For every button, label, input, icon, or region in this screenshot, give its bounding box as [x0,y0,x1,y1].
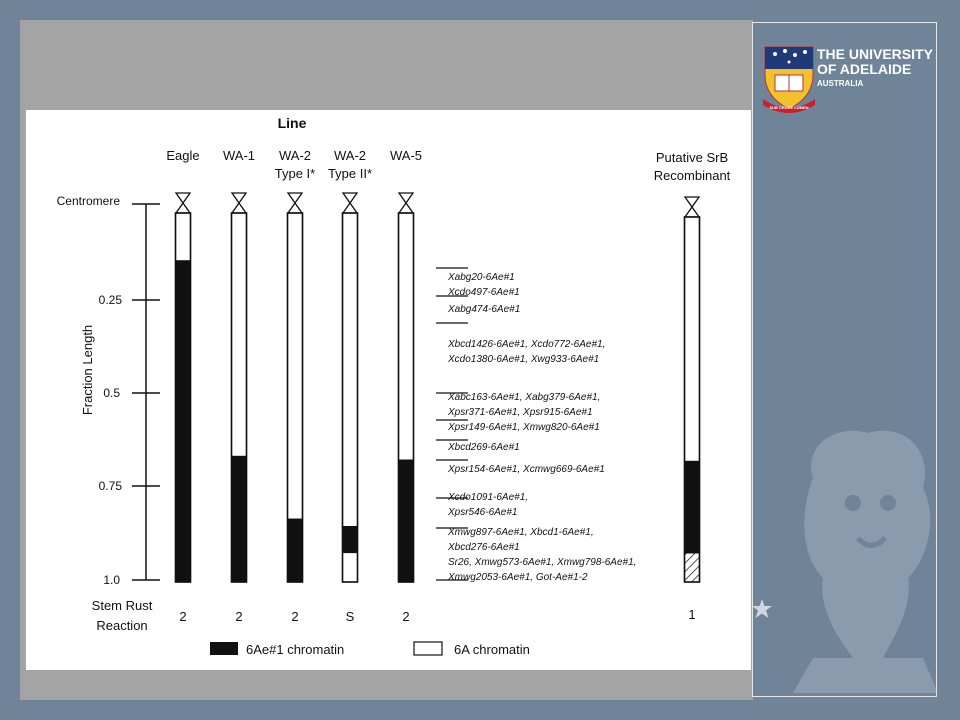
marker-label-line2: Xcdo1380-6Ae#1, Xwg933-6Ae#1 [448,354,600,365]
tick-label-1-0: 1.0 [103,573,120,587]
marker-label: Xabg20-6Ae#1 [448,272,515,283]
marker-entry [436,440,520,453]
marker-label-line2: Xcdo497-6Ae#1 [448,287,520,298]
tick-label-0-75: 0.75 [98,479,122,493]
chromosome-3 [328,148,372,624]
centromere-icon [232,193,246,213]
chromosome-4 [390,148,422,624]
y-axis-label: Fraction Length [80,324,95,416]
segment-6Ae1 [176,261,191,582]
chromosome-0 [166,148,199,624]
segment-6Ae1 [288,519,303,582]
marker-entry [436,492,528,518]
segment-6A [685,217,700,462]
marker-label: Xabg474-6Ae#1 [448,304,521,315]
marker-label: Xpsr154-6Ae#1, Xcmwg669-6Ae#1 [448,464,605,475]
diagram-title: Line [277,115,307,131]
university-country: AUSTRALIA [817,79,864,88]
university-name-line1: THE UNIVERSITY [817,46,933,62]
tick-label-0-5: 0.5 [103,386,120,400]
segment-6Ae1 [343,527,358,553]
marker-entry [436,527,594,553]
marker-label-line2: Xmwg2053-6Ae#1, Got-Ae#1-2 [448,572,588,583]
marker-label: Xbcd1426-6Ae#1, Xcdo772-6Ae#1, [448,339,606,350]
chromosome-name: Eagle [166,148,200,163]
segment-6Ae1 [685,462,700,553]
legend-filled-swatch [210,642,238,655]
marker-label-line2: Xbcd276-6Ae#1 [448,542,520,553]
marker-label: Xpsr149-6Ae#1, Xmwg820-6Ae#1 [448,422,600,433]
stem-rust-reaction-value: 2 [291,609,299,624]
stem-rust-reaction-value: 2 [179,609,187,624]
tick-label-0-25: 0.25 [98,293,122,307]
segment-6A [176,213,191,261]
segment-hatched [685,553,700,582]
segment-6A [399,213,414,460]
chromosome-name: WA-5 [389,148,423,163]
marker-label: Xmwg897-6Ae#1, Xbcd1-6Ae#1, [448,527,594,538]
segment-6Ae1 [232,457,247,582]
chromosome-name-line2: Type II* [327,166,373,181]
university-brand-panel [752,22,937,697]
marker-label: Sr26, Xmwg573-6Ae#1, Xmwg798-6Ae#1, [448,557,637,568]
university-name-line2: OF ADELAIDE [817,61,912,77]
chromosome-name: WA-2 [278,148,312,163]
marker-label: Xabc163-6Ae#1, Xabg379-6Ae#1, [448,392,601,403]
marker-entry [436,460,605,475]
university-crest-icon [761,45,817,115]
marker-label: Xcdo1091-6Ae#1, [448,492,529,503]
segment-6A [288,213,303,519]
legend-filled-label: 6Ae#1 chromatin [246,642,345,657]
legend-open-label: 6A chromatin [454,642,530,657]
legend-open-swatch [414,642,442,655]
marker-entry [436,557,636,583]
recombinant-chromosome [654,150,731,622]
reaction-label: Reaction [96,618,148,633]
marker-label-line2: Xpsr546-6Ae#1 [448,507,518,518]
crest-motto: SUB CRUCE LUMEN [769,105,809,110]
chromosome-name: WA-2 [333,148,367,163]
tick-label-centromere: Centromere [56,194,120,208]
centromere-icon [176,193,190,213]
marker-entry [436,323,605,365]
chromosome-2 [275,148,315,624]
chromosome-1 [223,148,255,624]
stem-rust-label: Stem Rust [91,598,153,613]
chromosome-name-line2: Recombinant [653,168,731,183]
lion-watermark-icon [793,418,938,693]
marker-entry [436,296,520,315]
stem-rust-reaction-value: S [345,609,355,624]
marker-label-line2: Xpsr371-6Ae#1, Xpsr915-6Ae#1 [448,407,593,418]
centromere-icon [343,193,357,213]
y-axis [57,194,160,587]
centromere-icon [288,193,302,213]
segment-6A [343,213,358,527]
stem-rust-reaction-value: 1 [688,607,696,622]
star-icon [751,598,773,620]
chromosome-name: Putative SrB [655,150,729,165]
marker-entry [436,268,520,298]
marker-group [436,268,636,583]
chromosome-name: WA-1 [222,148,256,163]
marker-entry [436,392,600,418]
chromosome-diagram [26,110,751,670]
segment-6A [232,213,247,457]
segment-6Ae1 [399,460,414,582]
centromere-icon [685,197,699,217]
segment-6A [343,552,358,582]
stem-rust-reaction-value: 2 [402,609,410,624]
centromere-icon [399,193,413,213]
marker-entry [436,420,600,433]
diagram-svg [26,110,751,670]
stem-rust-reaction-value: 2 [235,609,243,624]
university-name [817,47,933,77]
legend [210,642,530,657]
marker-label: Xbcd269-6Ae#1 [448,442,520,453]
chromosome-name-line2: Type I* [274,166,316,181]
